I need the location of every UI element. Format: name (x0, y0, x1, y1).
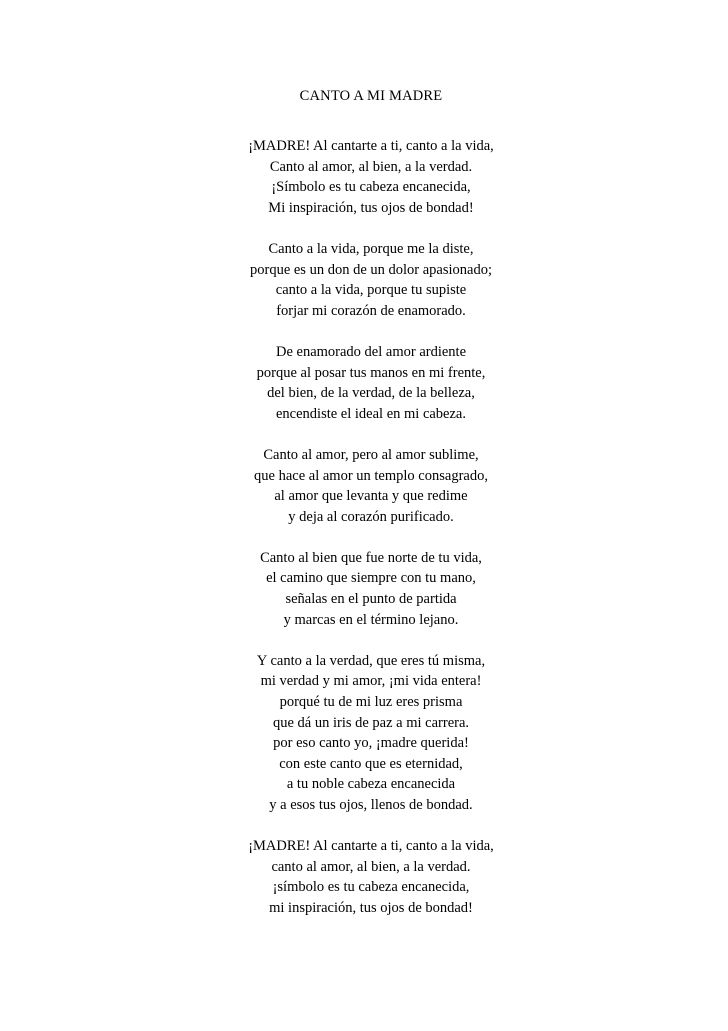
verse-line: ¡Símbolo es tu cabeza encanecida, (271, 179, 471, 196)
stanza (236, 342, 506, 424)
verse-line: al amor que levanta y que redime (274, 488, 468, 505)
verse-line: porqué tu de mi luz eres prisma (279, 694, 463, 711)
verse-line: por eso canto yo, ¡madre querida! (273, 735, 469, 752)
verse-line: mi verdad y mi amor, ¡mi vida entera! (260, 673, 482, 690)
verse-line: el camino que siempre con tu mano, (266, 570, 476, 587)
stanza (236, 239, 506, 321)
verse-line: que hace al amor un templo consagrado, (254, 467, 488, 484)
verse-line: que dá un iris de paz a mi carrera. (272, 714, 470, 731)
verse-line: Y canto a la verdad, que eres tú misma, (256, 652, 486, 669)
verse-line: canto a la vida, porque tu supiste (275, 282, 467, 299)
verse-line: Canto al bien que fue norte de tu vida, (260, 549, 482, 566)
stanza (236, 651, 506, 816)
stanza (236, 445, 506, 527)
verse-line: Canto al amor, al bien, a la verdad. (269, 158, 473, 175)
verse-line: porque al posar tus manos en mi frente, (256, 364, 486, 381)
verse-line: señalas en el punto de partida (285, 591, 457, 608)
verse-line: forjar mi corazón de enamorado. (276, 302, 466, 319)
stanza (236, 836, 506, 918)
verse-line: y a esos tus ojos, llenos de bondad. (269, 797, 473, 813)
verse-line: a tu noble cabeza encanecida (286, 776, 456, 793)
verse-line: Canto a la vida, porque me la diste, (268, 240, 474, 257)
verse-line: y marcas en el término lejano. (283, 611, 459, 628)
verse-line: Mi inspiración, tus ojos de bondad! (268, 199, 474, 216)
verse-line: Canto al amor, pero al amor sublime, (263, 446, 479, 463)
verse-line: encendiste el ideal en mi cabeza. (275, 405, 466, 422)
verse-line: mi inspiración, tus ojos de bondad! (269, 899, 473, 916)
poem-title: CANTO A MI MADRE (299, 88, 443, 104)
verse-line: del bien, de la verdad, de la belleza, (267, 385, 475, 402)
stanza (236, 548, 506, 630)
verse-line: De enamorado del amor ardiente (275, 343, 467, 360)
stanza (236, 136, 506, 218)
verse-line: porque es un don de un dolor apasionado; (249, 261, 493, 278)
verse-line: ¡MADRE! Al cantarte a ti, canto a la vida, (248, 838, 494, 855)
verse-line: ¡MADRE! Al cantarte a ti, canto a la vida, (248, 138, 494, 154)
verse-line: con este canto que es eternidad, (279, 755, 463, 772)
verse-line: canto al amor, al bien, a la verdad. (271, 858, 471, 875)
verse-line: ¡símbolo es tu cabeza encanecida, (272, 879, 470, 896)
poem (236, 86, 506, 939)
verse-line: y deja al corazón purificado. (288, 508, 454, 525)
